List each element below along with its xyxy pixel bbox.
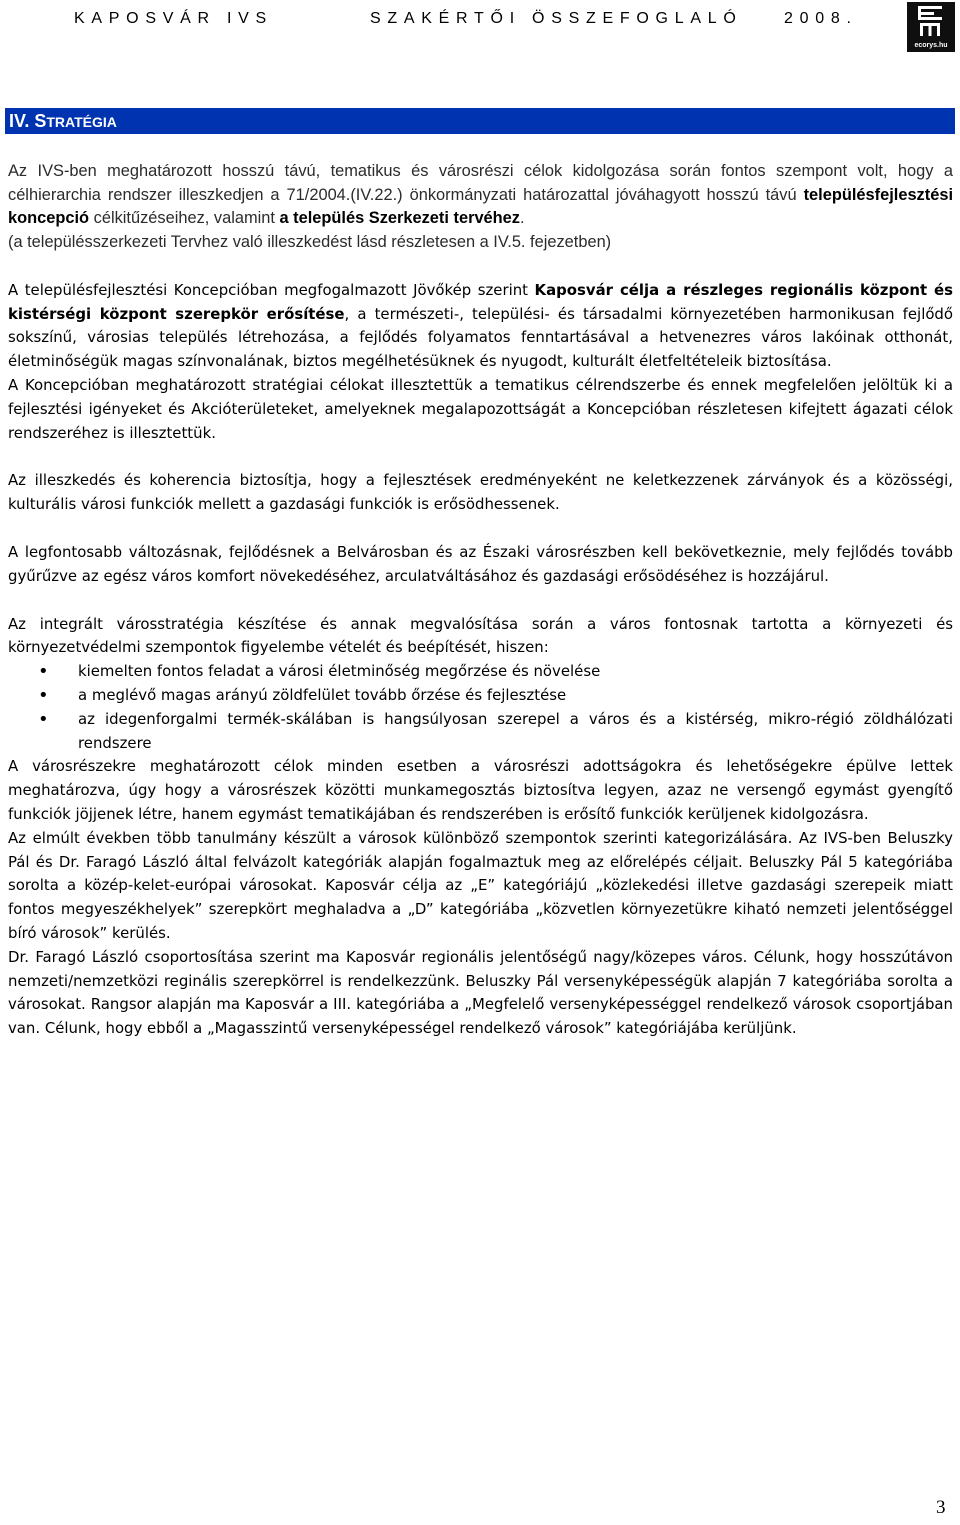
intro-text-3: . bbox=[520, 209, 525, 228]
body-text bbox=[8, 160, 953, 1041]
intro-paragraph bbox=[8, 160, 953, 231]
section-heading-bar bbox=[5, 108, 955, 134]
running-header bbox=[60, 10, 900, 40]
paragraph-environment: Az integrált városstratégia készítése és annak megvalósítása során a város fontosnak tartotta a környezeti és környezetvédelmi szempontok figyelembe vételét és beépítését, hiszen: bbox=[8, 614, 953, 657]
section-title bbox=[9, 111, 117, 132]
header-year: 2008. bbox=[784, 10, 858, 27]
paragraph-farago: Dr. Faragó László csoportosítása szerint ma Kaposvár regionális jelentőségű nagy/közepes város. Célunk, hogy hosszútávon nemzeti/nemzetközi reginális szerepkörrel is rendelkezzünk. Beluszky Pál versenyképességük alapján 7 kategóriába sorolta a városokat. Rangsor alapján ma Kaposvár a III. kategóriába a „Megfelelő versenyképességgel rendelkező városok csoportjában van. Célunk, hogy ebből a „Magasszintű versenyképességel rendelkező városok” kategóriájába kerüljünk. bbox=[8, 947, 953, 1038]
intro-text-1: Az IVS-ben meghatározott hosszú távú, tematikus és városrészi célok kidolgozása során fontos szempont volt, hogy a célhierarchia rendszer illeszkedjen a 71/2004.(IV.22.) önkormányzati határozattal jóváhagyott hosszú távú bbox=[8, 162, 953, 204]
list-item: • az idegenforgalmi termék-skálában is hangsúlyosan szerepel a város és a kistérség, mikro-régió zöldhálózati rendszere bbox=[78, 708, 953, 756]
vision-text-2: , a természeti-, települési- és társadalmi környezetében harmonikusan fejlődő sokszínű, városias település létrehozása, a fejlődés folyamatos fenntartásával a hetvenezres város lakóinak otthonát, életminőségük magas színvonalának, biztos megélhetésüknek és nyugodt, kulturált életfeltételeik biztosítása. bbox=[8, 304, 953, 371]
section-title-main: IV. S bbox=[9, 111, 47, 131]
section-title-smallcaps: TRATÉGIA bbox=[46, 114, 117, 130]
vision-bold: Kaposvár célja a részleges regionális központ és kistérségi központ szerepkör erősítése bbox=[8, 280, 954, 323]
list-item: • a meglévő magas arányú zöldfelület tovább őrzése és fejlesztése bbox=[78, 684, 953, 708]
bullet-list bbox=[8, 660, 953, 755]
paragraph-district-goals: A városrészekre meghatározott célok minden esetben a városrészi adottságokra és lehetőségekre épülve lettek meghatározva, úgy hogy a városrészek közötti munkamegosztás biztosítva legyen, azaz ne versengő egymást gyengítő funkciók jöjjenek létre, hanem egymást tematikájában és rendszerében is erősítő funkciók kerüljenek kidolgozásra. bbox=[8, 757, 953, 823]
intro-note: (a településszerkezeti Tervhez való illeszkedést lásd részletesen a IV.5. fejezetben) bbox=[8, 233, 612, 252]
paragraph-vision bbox=[8, 279, 953, 374]
page-number: 3 bbox=[936, 1497, 946, 1518]
paragraph-strategic-goals: A Koncepcióban meghatározott stratégiai célokat illesztettük a tematikus célrendszerbe és ennek megfelelően jelöltük ki a fejlesztési igényeket és Akcióterületeket, amelyeknek megalapozottságát a Koncepcióban részletesen kifejtett ágazati célok rendszeréhez is illesztettük. bbox=[8, 376, 953, 442]
intro-bold-1: településfejlesztési koncepció bbox=[8, 185, 953, 228]
intro-bold-2: a település Szerkezeti tervéhez bbox=[279, 209, 520, 228]
list-item: • kiemelten fontos feladat a városi életminőség megőrzése és növelése bbox=[78, 660, 953, 684]
header-city: KAPOSVÁR IVS bbox=[74, 10, 273, 27]
logo-text: ecorys.hu bbox=[914, 42, 948, 49]
header-doc-title: SZAKÉRTŐI ÖSSZEFOGLALÓ bbox=[370, 10, 743, 27]
paragraph-categorization: Az elmúlt években több tanulmány készült a városok különböző szempontok szerinti kategorizálására. Az IVS-ben Beluszky Pál és Dr. Faragó László által felvázolt kategóriák alapján fogalmaztuk meg az előrelépés céljait. Beluszky Pál 5 kategóriába sorolta a közép-kelet-európai városokat. Kaposvár célja az „E” kategóriájú „közlekedési illetve gazdasági szerepeik miatt fontos megyeszékhelyek” szerepkört meghaladva a „D” kategóriába „közvetlen környezetükre kiható nemzeti jelentőséggel bíró városok” kerülés. bbox=[8, 828, 953, 942]
paragraph-key-change: A legfontosabb változásnak, fejlődésnek a Belvárosban és az Északi városrészben kell bekövetkeznie, mely fejlődés tovább gyűrűzve az egész város komfort növekedéséhez, arculatváltásához és gazdasági erősödéséhez is hozzájárul. bbox=[8, 542, 953, 585]
vision-text-1: A településfejlesztési Koncepcióban megfogalmazott Jövőkép szerint bbox=[8, 280, 535, 299]
ecorys-mark-icon bbox=[918, 6, 942, 36]
paragraph-coherence: Az illeszkedés és koherencia biztosítja, hogy a fejlesztések eredményeként ne keletkezzenek zárványok és a közösségi, kulturális városi funkciók mellett a gazdasági funkciók is erősödhessenek. bbox=[8, 471, 953, 514]
intro-text-2: célkitűzéseihez, valamint bbox=[89, 209, 280, 228]
ecorys-logo bbox=[907, 2, 955, 52]
